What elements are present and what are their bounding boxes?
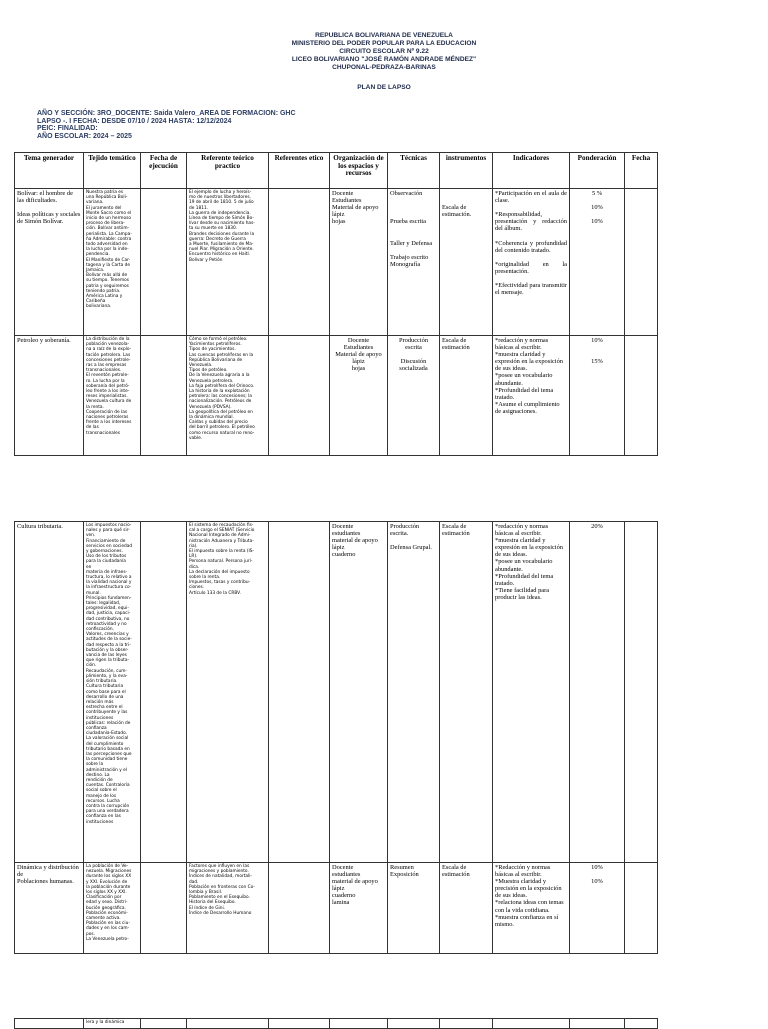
tema-cell: Bolívar: el hombre de las dificultades. Ideas políticas y sociales de Simón Bolívar. [15,189,84,336]
tejido-cell: La población de Ve- nezuela. Migraciones durante los siglos XX y XXI. Evolución de la población durante los siglos XX y XXI. Clasificación por edad y sexo. Distri- bución geográfica. Población económi- camente activa. Población en las ciu- dades y en los cam- pos. La Venezuela petro- [84,863,141,954]
fecha-final-cell [625,863,658,954]
fecha-cell [141,522,187,863]
header-line: REPUBLICA BOLIVARIANA DE VENEZUELA [315,32,453,39]
plan-table-part-2 [14,521,658,954]
plan-title: PLAN DE LAPSO [357,84,411,91]
column-header: Tema generador [15,153,84,189]
organizacion-cell: Docente Estudiantes Material de apoyo lápiz hojas [330,189,388,336]
header-line: CHUPONAL-PEDRAZA-BARINAS [332,64,436,71]
plan-table-part-1 [14,152,658,456]
fecha-final-cell [625,336,658,456]
column-header: Referentes etico [269,153,330,189]
etico-cell [269,863,330,954]
etico-cell [269,189,330,336]
tecnicas-cell: Resumen Exposición [388,863,440,954]
fecha-cell [141,863,187,954]
tema-cell: Dinámica y distribución de Poblaciones humanas. [15,863,84,954]
column-header: Indicadores [493,153,570,189]
column-header: Fecha de ejecución [141,153,187,189]
meta-line: AÑO Y SECCIÓN: 3RO_DOCENTE: Saida Valero_AREA DE FORMACION: GHC [37,110,296,117]
meta-line: AÑO ESCOLAR: 2024 – 2025 [37,132,132,140]
column-header: Fecha [625,153,658,189]
column-header: Organización de los espacios y recursos [330,153,388,189]
tejido-cell: Los impuestos nacio- nales y para qué sir- ven. Financiamiento de servicios en sociedad y gobernaciones. Uso de los tributos para la ciudadanía en materia de infraes- tructura, lo relativo a la vialidad nacional y la infraestructura co- munal. Principios fundamen- tales: legalidad, progresividad, equi- dad, justicia, capaci- dad contributiva, no retroactividad y no confiscación. Valores, creencias y actitudes de la socie- dad respecto a la tri- butación y la obser- vancia de las leyes que rigen la tributa- ción. Recaudación, cum- plimiento, y la eva- sión tributaria. Cultura tributaria como base para el desarrollo de una relación más estrecha entre el contribuyente y las instituciones públicas: relación de confianza ciudadanía-Estado. La valoración social del cumplimiento tributario basada en las percepciones que la comunidad tiene sobre la administración y el destino. La rendición de cuentas. Contraloría social sobre el manejo de los recursos. Lucha contra la corrupción para una verdadera confianza en las instituciones [84,522,141,863]
institution-header [0,32,768,72]
table-row [15,189,658,336]
referente-cell: El ejemplo de lucha y heroís- mo de nuestros libertadores. 19 de abril de 1810. 5 de julio de 1811. La guerra de independencia. Línea de tiempo de Simón Bo- lívar desde su nacimiento has- ta su muerte en 1830. Brandes decisiones durante la guerra: Decreto de Guerra a Muerte, fusilamiento de Ma- nuel Piar. Migración a Oriente. Encuentro histórico en Haití. Bolívar y Petión [187,189,269,336]
header-line: LICEO BOLIVARIANO "JOSÉ RAMÓN ANDRADE MÉNDEZ" [291,56,477,63]
tecnicas-cell: Producción escrita Discusión socializada [388,336,440,456]
tejido-cell: lera y la dinámica [84,1019,141,1029]
table-header-row [15,153,658,189]
tecnicas-cell: Producción escrita. Defensa Grupal. [388,522,440,863]
ponderacion-cell: 5 % 10% 10% [570,189,625,336]
tema-cell: Cultura tributaria. [15,522,84,863]
ponderacion-cell: 10% 15% [570,336,625,456]
column-header: Referente teórico practico [187,153,269,189]
plan-metadata [37,110,296,140]
column-header: instrumentos [440,153,493,189]
instrumentos-cell: Escala de estimación [440,336,493,456]
tema-cell: Petroleo y soberanía. [15,336,84,456]
instrumentos-cell: Escala de estimación [440,522,493,863]
fecha-cell [141,189,187,336]
instrumentos-cell: Escala de estimación [440,863,493,954]
header-line: CIRCUITO ESCOLAR Nº 9.22 [339,48,429,55]
tecnicas-cell: Observación Prueba escrita Taller y Defensa Trabajo escrito Monografía [388,189,440,336]
indicadores-cell: *Redacción y normas básicas al escribir. *Muestra claridad y precisión en la exposición de sus ideas. *relaciona ideas con temas con la vida cotidiana. *muestra confianza en sí mismo. [493,863,570,954]
indicadores-cell: *redacción y normas básicas al escribir. *muestra claridad y expresión en la exposición de sus ideas. *posee un vocabulario abundante. *Profundidad del tema tratado. *Asume el cumplimiento de asignaciones. [493,336,570,456]
fecha-cell [141,336,187,456]
organizacion-cell: Docente estudiantes material de apoyo lápiz cuaderno [330,522,388,863]
instrumentos-cell: Escala de estimación. [440,189,493,336]
ponderacion-cell: 20% [570,522,625,863]
fecha-final-cell [625,522,658,863]
tejido-cell: Nuestra patria es una República Boli- variana. El juramento del Monte Sacro como el inicio de un hermoso proceso de libera- ción. Bolívar antiim- perialista. La Campa- ña Admirable: contra todo adversidad en la lucha por la inde- pendencia. El Manifiesto de Car- tagena y la Carta de Jamaica. Bolívar más allá de su tiempo. Tenemos patria y seguiremos teniendo patria. América Latina y Caribeña bolivariana. [84,189,141,336]
referente-cell: Factores que influyen en las migraciones y poblamiento. Índices de natalidad, mortali- dad. Población en fronteras con Co- lombia y Brasil. Poblamiento en el Esequibo. Historia del Esequibo. El índice de Gini. Índice de Desarrollo Humano [187,863,269,954]
header-line: MINISTERIO DEL PODER POPULAR PARA LA EDUCACION [291,40,477,47]
referente-cell: El sistema de recaudación fis- cal a cargo el SENIAT (Servicio Nacional Integrado de Admi- nistración Aduanera y Tributa- ria). El impuesto sobre la renta (IS- LR). Persona natural. Persona jurí- dica. La declaración del impuesto sobre la renta. Impuestos, tasas y contribu- ciones. Artículo 133 de la CRBV. [187,522,269,863]
indicadores-cell: *Participación en el aula de clase. *Responsabilidad, presentación y redacción del álbum. *Coherencia y profundidad del contenido tratado. *originalidad en la presentación. *Efectividad para transmitir el mensaje. [493,189,570,336]
table-row [15,522,658,863]
indicadores-cell: *redacción y normas básicas al escribir. *muestra claridad y expresión en la exposición de sus ideas. *posee un vocabulario abundante. *Profundidad del tema tratado. *Tiene facilidad para producir las ideas. [493,522,570,863]
column-header: Ponderación [570,153,625,189]
referente-cell: Cómo se formó el petróleo. Yacimientos petrolíferos. Tipos de yacimientos. Las cuencas petrolíferas en la República Bolivariana de Venezuela. Tipos de petróleo. De la Venezuela agraria a la Venezuela petrolera. La faja petrolífera del Orinoco. La historia de la explotación petrolera: las concesiones; la nacionalización. Petróleos de Venezuela (PDVSA). La geopolítica del petróleo en la dinámica mundial. Caídas y subidas del precio del barril petrolero. El petróleo como recurso natural no reno- vable. [187,336,269,456]
etico-cell [269,336,330,456]
fecha-final-cell [625,189,658,336]
column-header: Tejido temático [84,153,141,189]
meta-line: PEIC: FINALIDAD: [37,125,98,133]
organizacion-cell: Docente Estudiantes Material de apoyo lápiz hojas [330,336,388,456]
etico-cell [269,522,330,863]
table-row [15,336,658,456]
table-row [15,863,658,954]
column-header: Técnicas [388,153,440,189]
organizacion-cell: Docente estudiantes material de apoyo lápiz cuaderno lamina [330,863,388,954]
meta-line: LAPSO -. I FECHA: DESDE 07/10 / 2024 HASTA: 12/12/2024 [37,117,232,125]
ponderacion-cell: 10% 10% [570,863,625,954]
tejido-cell: La distribución de la población venezola- na a raíz de la explo- tación petrolera. Las concesiones petrole- ras a las empresas transnacionales. El reventón petrole- ro. La lucha por la soberanía del petró- leo frente a los inte- reses imperialistas. Venezuela cultura de la renta. Cooperación de las naciones petroleras frente a los intereses de las transnacionales [84,336,141,456]
